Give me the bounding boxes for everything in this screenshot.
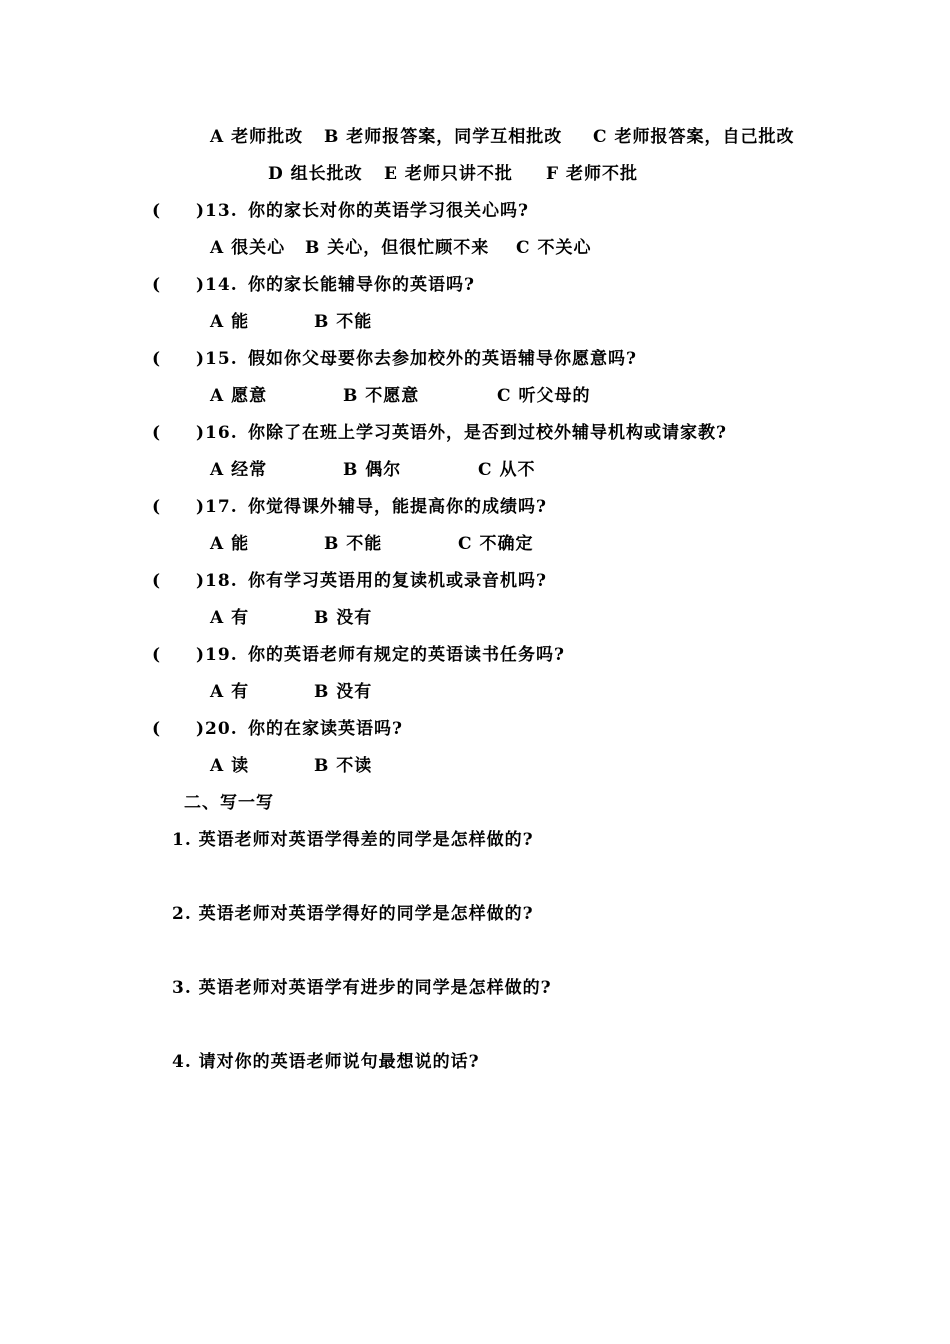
question-text: 你觉得课外辅导，能提高你的成绩吗?	[248, 497, 547, 517]
q12-option-b: B 老师报答案，同学互相批改	[324, 127, 563, 147]
answer-paren-open: (	[152, 349, 161, 369]
question-number: )13.	[196, 201, 238, 221]
option: B 不能	[324, 534, 383, 554]
question-text: 你的在家读英语吗?	[248, 719, 403, 739]
option: C 听父母的	[497, 386, 591, 406]
open-question-3: 3. 英语老师对英语学有进步的同学是怎样做的?	[172, 978, 552, 998]
option: A 能	[210, 312, 250, 332]
question-text: 你的家长对你的英语学习很关心吗?	[248, 201, 529, 221]
answer-paren-open: (	[152, 645, 161, 665]
option: B 不愿意	[343, 386, 420, 406]
option: A 读	[210, 756, 250, 776]
question-text: 假如你父母要你去参加校外的英语辅导你愿意吗?	[248, 349, 637, 369]
question-number: )19.	[196, 645, 238, 665]
option: B 不能	[314, 312, 373, 332]
question-number: )18.	[196, 571, 238, 591]
option: C 不关心	[516, 238, 592, 258]
q12-option-d: D 组长批改	[268, 164, 363, 184]
open-question-4: 4. 请对你的英语老师说句最想说的话?	[172, 1052, 480, 1072]
option: B 关心，但很忙顾不来	[305, 238, 490, 258]
option: A 愿意	[210, 386, 268, 406]
option: B 没有	[314, 682, 373, 702]
q12-option-c: C 老师报答案，自己批改	[593, 127, 795, 147]
question-number: )16.	[196, 423, 238, 443]
answer-paren-open: (	[152, 275, 161, 295]
section-heading: 二、写一写	[184, 793, 274, 813]
question-text: 你除了在班上学习英语外，是否到过校外辅导机构或请家教?	[248, 423, 727, 443]
option: A 很关心	[210, 238, 286, 258]
question-number: )14.	[196, 275, 238, 295]
question-number: )15.	[196, 349, 238, 369]
q12-option-a: A 老师批改	[210, 127, 304, 147]
answer-paren-open: (	[152, 497, 161, 517]
question-text: 你的英语老师有规定的英语读书任务吗?	[248, 645, 565, 665]
question-number: )20.	[196, 719, 238, 739]
answer-paren-open: (	[152, 423, 161, 443]
option: C 从不	[478, 460, 536, 480]
option: B 偶尔	[343, 460, 402, 480]
option: A 经常	[210, 460, 268, 480]
question-text: 你有学习英语用的复读机或录音机吗?	[248, 571, 547, 591]
open-question-2: 2. 英语老师对英语学得好的同学是怎样做的?	[172, 904, 534, 924]
option: A 有	[210, 608, 250, 628]
question-number: )17.	[196, 497, 238, 517]
option: A 有	[210, 682, 250, 702]
answer-paren-open: (	[152, 201, 161, 221]
q12-option-e: E 老师只讲不批	[384, 164, 513, 184]
option: B 不读	[314, 756, 373, 776]
answer-paren-open: (	[152, 571, 161, 591]
q12-option-f: F 老师不批	[546, 164, 638, 184]
open-question-1: 1. 英语老师对英语学得差的同学是怎样做的?	[172, 830, 534, 850]
option: C 不确定	[458, 534, 534, 554]
answer-paren-open: (	[152, 719, 161, 739]
question-text: 你的家长能辅导你的英语吗?	[248, 275, 475, 295]
option: A 能	[210, 534, 250, 554]
option: B 没有	[314, 608, 373, 628]
